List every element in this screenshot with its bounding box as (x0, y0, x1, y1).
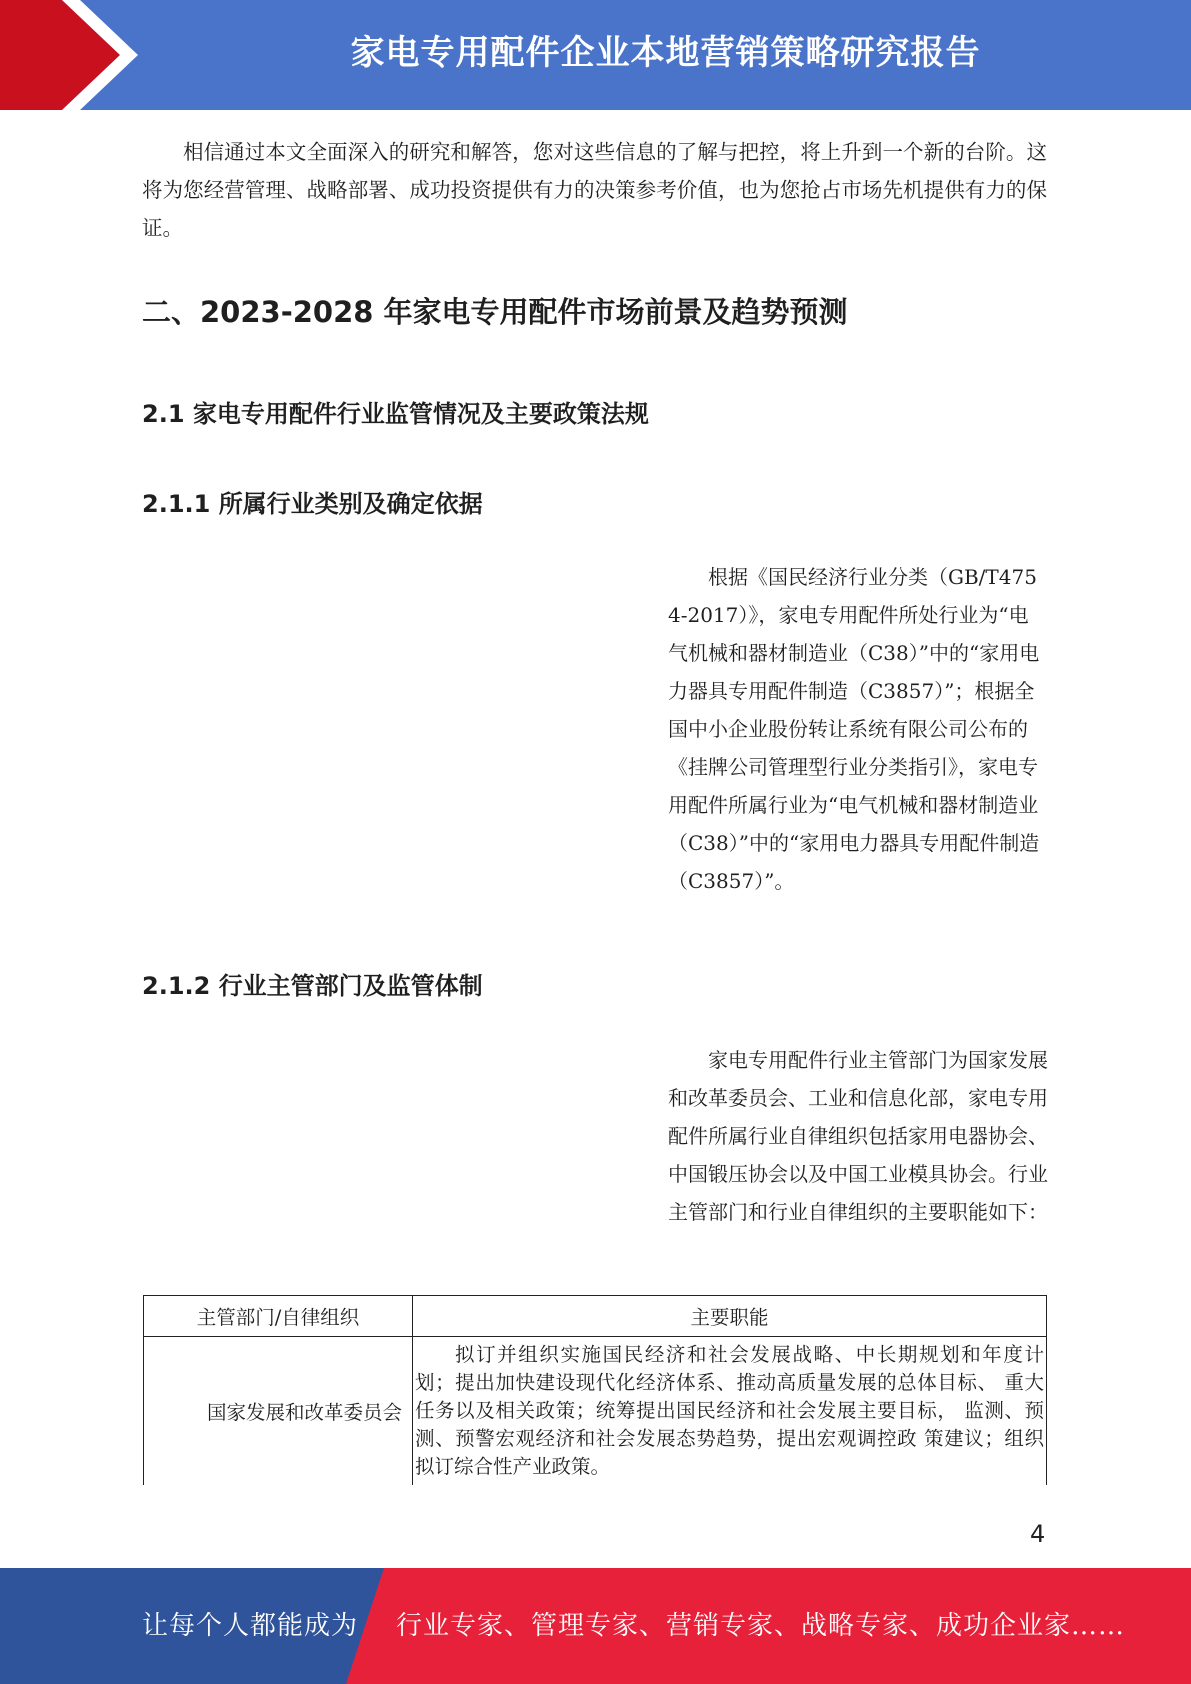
table-header-duty: 主要职能 (413, 1296, 1047, 1337)
footer-banner (0, 1568, 1191, 1684)
duties-table (143, 1295, 1047, 1485)
section-heading: 二、2023-2028 年家电专用配件市场前景及趋势预测 (142, 295, 848, 329)
table-cell-org: 国家发展和改革委员会 (144, 1337, 413, 1486)
footer-slogan-left: 让每个人都能成为 (142, 1611, 359, 1641)
report-title: 家电专用配件企业本地营销策略研究报告 (350, 33, 981, 73)
intro-block (142, 133, 1047, 247)
regulator-paragraph: 家电专用配件行业主管部门为国家发展和改革委员会、工业和信息化部，家电专用配件所属行业自律组织包括家用电器协会、中国锻压协会以及中国工业模具协会。行业主管部门和行业自律组织的主要职能如下： (668, 1048, 1048, 1224)
footer-slogan-right: 行业专家、管理专家、营销专家、战略专家、成功企业家…… (396, 1611, 1126, 1641)
table-header-row (144, 1296, 1047, 1337)
table-header-org: 主管部门/自律组织 (144, 1296, 413, 1337)
page-number: 4 (1030, 1520, 1046, 1548)
subsection-heading: 2.1 家电专用配件行业监管情况及主要政策法规 (142, 400, 649, 428)
table-cell-duty: 拟订并组织实施国民经济和社会发展战略、中长期规划和年度计 划；提出加快建设现代化经济体系、推动高质量发展的总体目标、 重大任务以及相关政策；统筹提出国民经济和社会发展主要目标， 监测、预测、预警宏观经济和社会发展态势趋势，提出宏观调控政 策建议；组织拟订综合性产业政策。 (413, 1337, 1047, 1486)
table-row (144, 1337, 1047, 1486)
header-banner (0, 0, 1191, 110)
item-heading-regulator: 2.1.2 行业主管部门及监管体制 (142, 972, 483, 1000)
item-heading-industry-category: 2.1.1 所属行业类别及确定依据 (142, 490, 483, 518)
header-arrow-icon (0, 0, 160, 110)
industry-category-paragraph: 根据《国民经济行业分类（GB/T4754-2017）》，家电专用配件所处行业为“电气机械和器材制造业（C38）”中的“家用电力器具专用配件制造（C3857）”；根据全国中小企业股份转让系统有限公司公布的《挂牌公司管理型行业分类指引》，家电专用配件所属行业为“电气机械和器材制造业（C38）”中的“家用电力器具专用配件制造（C3857）”。 (668, 565, 1040, 893)
intro-paragraph: 相信通过本文全面深入的研究和解答，您对这些信息的了解与把控，将上升到一个新的台阶。这将为您经营管理、战略部署、成功投资提供有力的决策参考价值，也为您抢占市场先机提供有力的保证。 (142, 140, 1047, 240)
